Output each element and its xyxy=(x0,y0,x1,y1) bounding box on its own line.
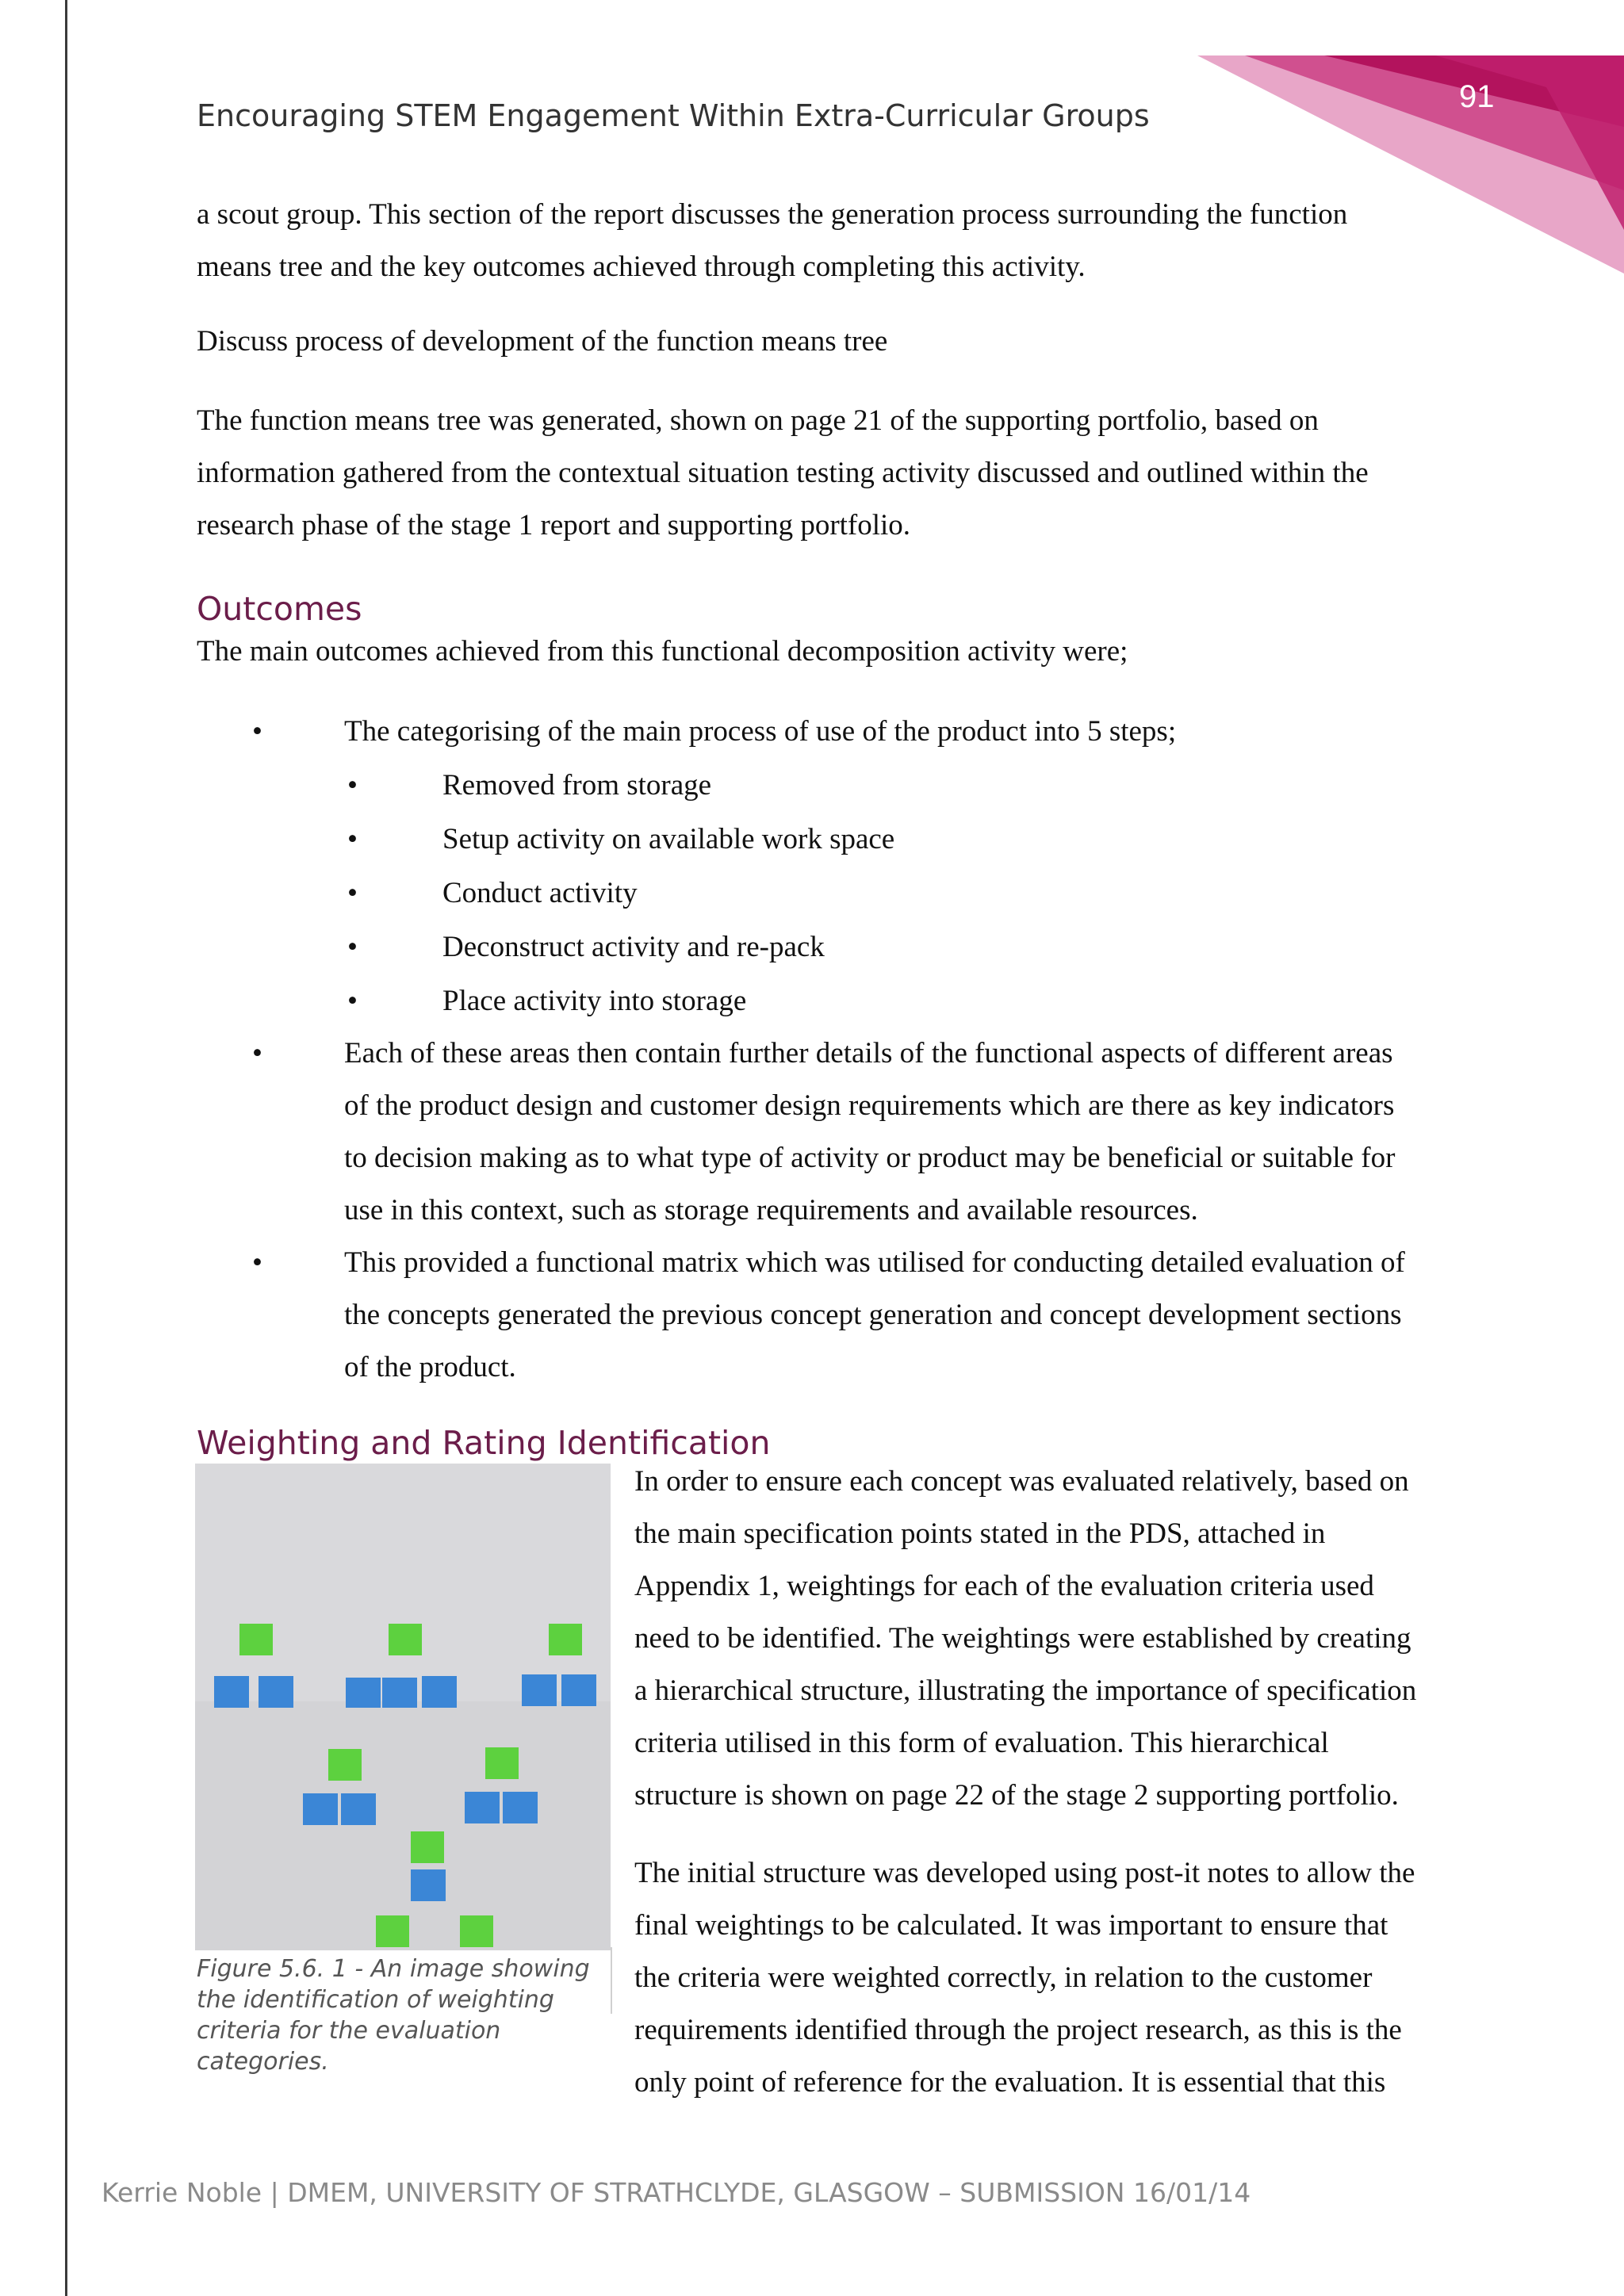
weighting-heading: Weighting and Rating Identification xyxy=(197,1424,771,1462)
intro-line-2: means tree and the key outcomes achieved through completing this activity. xyxy=(197,251,1086,283)
weighting-para1-line-2: the main specification points stated in the PDS, attached in xyxy=(634,1517,1326,1550)
outcome-item-3-line-1: This provided a functional matrix which was utilised for conducting detailed evaluation of xyxy=(344,1246,1405,1279)
post-it-illustration xyxy=(195,1464,611,1950)
intro-line-1: a scout group. This section of the report discusses the generation process surrounding the function xyxy=(197,198,1348,231)
tree-line-3: research phase of the stage 1 report and supporting portfolio. xyxy=(197,509,911,541)
corner-decoration xyxy=(1174,0,1624,285)
weighting-para2-line-4: requirements identified through the project research, as this is the xyxy=(634,2014,1402,2046)
weighting-para1-line-3: Appendix 1, weightings for each of the evaluation criteria used xyxy=(634,1570,1374,1602)
outcome-item-2-line-4: use in this context, such as storage requirements and available resources. xyxy=(344,1194,1198,1226)
outcomes-heading: Outcomes xyxy=(197,590,362,628)
weighting-para1-line-6: criteria utilised in this form of evaluation. This hierarchical xyxy=(634,1727,1329,1759)
tree-line-2: information gathered from the contextual situation testing activity discussed and outlined within the xyxy=(197,457,1369,489)
step-3: Conduct activity xyxy=(442,877,638,909)
weighting-para1-line-4: need to be identified. The weightings were established by creating xyxy=(634,1622,1411,1655)
bullet-1: • xyxy=(252,715,262,748)
sub-bullet-3: • xyxy=(347,877,358,909)
weighting-para1-line-5: a hierarchical structure, illustrating the importance of specification xyxy=(634,1674,1417,1707)
bullet-3: • xyxy=(252,1246,262,1279)
bullet-2: • xyxy=(252,1037,262,1070)
outcome-item-3-line-2: the concepts generated the previous concept generation and concept development sections xyxy=(344,1299,1402,1331)
step-4: Deconstruct activity and re-pack xyxy=(442,931,825,963)
page-margin-line xyxy=(65,0,67,2296)
weighting-para2-line-2: final weightings to be calculated. It was important to ensure that xyxy=(634,1909,1388,1942)
tree-line-1: The function means tree was generated, shown on page 21 of the supporting portfolio, based on xyxy=(197,404,1319,437)
sub-bullet-2: • xyxy=(347,823,358,855)
weighting-para2-line-5: only point of reference for the evaluation. It is essential that this xyxy=(634,2066,1386,2099)
outcomes-intro: The main outcomes achieved from this functional decomposition activity were; xyxy=(197,635,1128,668)
page-number: 91 xyxy=(1459,79,1495,114)
outcome-item-3-line-3: of the product. xyxy=(344,1351,516,1383)
sub-bullet-4: • xyxy=(347,931,358,963)
outcome-item-2-line-1: Each of these areas then contain further details of the functional aspects of different areas xyxy=(344,1037,1393,1070)
figure-caption: Figure 5.6. 1 - An image showing the identification of weighting criteria for the evaluation categories. xyxy=(197,1955,590,2076)
discuss-line: Discuss process of development of the function means tree xyxy=(197,325,888,358)
weighting-para2-line-3: the criteria were weighted correctly, in relation to the customer xyxy=(634,1961,1373,1994)
outcome-item-1: The categorising of the main process of use of the product into 5 steps; xyxy=(344,715,1177,748)
outcome-item-2-line-3: to decision making as to what type of activity or product may be beneficial or suitable for xyxy=(344,1142,1396,1174)
sub-bullet-1: • xyxy=(347,769,358,802)
post-it-photo xyxy=(195,1464,611,1950)
step-1: Removed from storage xyxy=(442,769,712,802)
outcome-item-2-line-2: of the product design and customer design requirements which are there as key indicators xyxy=(344,1089,1395,1122)
page-footer: Kerrie Noble | DMEM, UNIVERSITY OF STRATHCLYDE, GLASGOW – SUBMISSION 16/01/14 xyxy=(102,2177,1251,2208)
step-5: Place activity into storage xyxy=(442,985,747,1017)
weighting-para1-line-1: In order to ensure each concept was evaluated relatively, based on xyxy=(634,1465,1409,1498)
step-2: Setup activity on available work space xyxy=(442,823,895,855)
header-title: Encouraging STEM Engagement Within Extra-Curricular Groups xyxy=(197,98,1150,133)
weighting-para1-line-7: structure is shown on page 22 of the stage 2 supporting portfolio. xyxy=(634,1779,1399,1812)
weighting-para2-line-1: The initial structure was developed using post-it notes to allow the xyxy=(634,1857,1415,1889)
sub-bullet-5: • xyxy=(347,985,358,1017)
